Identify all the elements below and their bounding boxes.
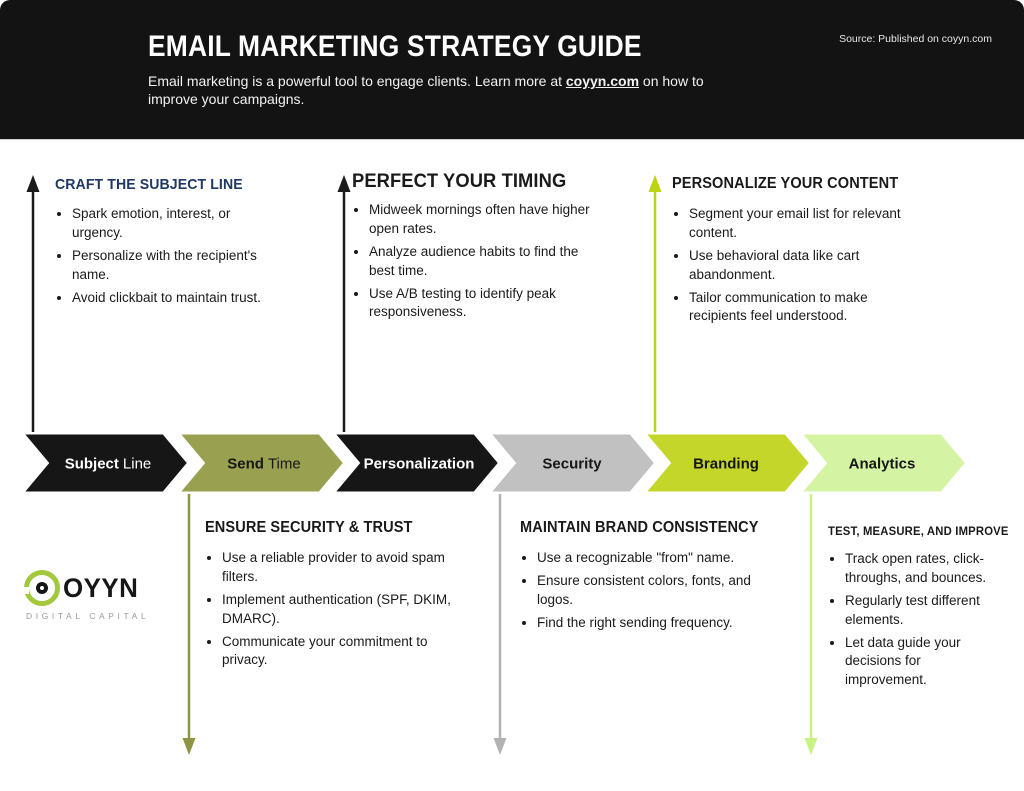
arrowhead-up-branding: [649, 175, 662, 192]
coyyn-logo: [24, 570, 174, 621]
section-personalize-your-content: [672, 175, 917, 330]
section-heading: PERSONALIZE YOUR CONTENT: [672, 175, 899, 192]
arrowhead-down-send-time: [183, 738, 196, 755]
section-heading: MAINTAIN BRAND CONSISTENCY: [520, 519, 759, 536]
bullet-item: • Use behavioral data like cart abandonment.: [689, 247, 917, 285]
bullet-item: • Avoid clickbait to maintain trust.: [72, 289, 280, 308]
bullet-item: • Regularly test different elements.: [845, 592, 1003, 630]
section-maintain-brand-consistency: [520, 519, 770, 637]
infographic-body: [0, 140, 1024, 791]
bullet-item: • Use a recognizable "from" name.: [537, 549, 770, 568]
logo-icon-inner-ring: [36, 582, 48, 594]
process-band: [0, 432, 1024, 494]
arrowhead-up-subject-line: [27, 175, 40, 192]
page-subtitle: [148, 72, 728, 109]
subtitle-text-before: Email marketing is a powerful tool to engage clients. Learn more at: [148, 73, 566, 89]
bullet-item: • Ensure consistent colors, fonts, and logos.: [537, 572, 770, 610]
bullet-item: • Find the right sending frequency.: [537, 614, 770, 633]
process-label-security: Security: [542, 455, 602, 473]
source-note: Source: Published on coyyn.com: [839, 33, 992, 45]
header-banner: [0, 0, 1024, 140]
logo-name: OYYN: [63, 572, 139, 603]
bullet-item: • Segment your email list for relevant content.: [689, 205, 917, 243]
bullet-item: • Let data guide your decisions for improvement.: [845, 634, 1003, 691]
arrowhead-up-personalization: [338, 175, 351, 192]
section-test-measure-improve: [828, 522, 1009, 694]
bullet-list: [205, 549, 467, 670]
bullet-list: [352, 201, 607, 322]
bullet-list: [672, 205, 917, 326]
subtitle-text-after: on how to improve your campaigns.: [148, 73, 704, 108]
bullet-item: • Tailor communication to make recipients feel understood.: [689, 289, 917, 327]
bullet-item: • Midweek mornings often have higher open rates.: [369, 201, 607, 239]
process-label-analytics: Analytics: [848, 455, 916, 473]
bullet-item: • Use a reliable provider to avoid spam filters.: [222, 549, 467, 587]
bullet-item: • Analyze audience habits to find the best time.: [369, 243, 607, 281]
section-heading: ENSURE SECURITY & TRUST: [205, 519, 413, 536]
arrowhead-down-security: [494, 738, 507, 755]
logo-icon-gap: [22, 587, 29, 594]
arrowhead-down-analytics: [805, 738, 818, 755]
bullet-list: [828, 550, 1003, 690]
bullet-list: [520, 549, 770, 633]
bullet-item: • Personalize with the recipient's name.: [72, 247, 280, 285]
bullet-item: • Implement authentication (SPF, DKIM, DMARC).: [222, 591, 467, 629]
process-label-branding: Branding: [693, 455, 759, 473]
page-title: EMAIL MARKETING STRATEGY GUIDE: [148, 30, 642, 63]
section-perfect-your-timing: [352, 170, 607, 326]
bullet-list: [55, 205, 280, 307]
coyyn-link[interactable]: coyyn.com: [565, 73, 640, 89]
bullet-item: • Track open rates, click-throughs, and bounces.: [845, 550, 1003, 588]
section-heading: CRAFT THE SUBJECT LINE: [55, 176, 243, 193]
process-label-send-time: Send Time: [227, 455, 301, 473]
process-label-personalization: Personalization: [363, 455, 475, 473]
bullet-item: • Communicate your commitment to privacy.: [222, 633, 467, 671]
section-heading: PERFECT YOUR TIMING: [352, 170, 567, 192]
logo-tagline: DIGITAL CAPITAL: [26, 611, 150, 621]
process-label-subject-line: Subject Line: [64, 455, 152, 473]
section-ensure-security-trust: [205, 519, 467, 674]
bullet-item: • Use A/B testing to identify peak responsiveness.: [369, 285, 607, 323]
section-craft-subject-line: [55, 176, 280, 311]
coyyn-logo-icon: [24, 570, 60, 606]
section-heading: TEST, MEASURE, AND IMPROVE: [828, 524, 1009, 538]
bullet-item: • Spark emotion, interest, or urgency.: [72, 205, 280, 243]
